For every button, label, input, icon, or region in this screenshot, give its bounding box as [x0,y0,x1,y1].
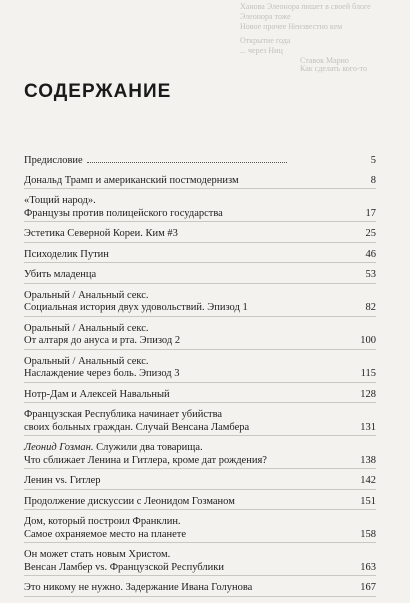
toc-entry[interactable] [24,152,376,169]
bleed-line: Как сделать кого-то [300,64,367,73]
toc-entry-title-line: Нотр-Дам и Алексей Навальный [24,388,170,400]
toc-entry[interactable] [24,323,376,350]
table-of-contents [24,152,376,603]
toc-entry-title-line: Ленин vs. Гитлер [24,475,101,486]
toc-entry-title-line: своих больных граждан. Случай Венсана Ламбера [24,421,250,433]
toc-entry[interactable] [24,195,376,222]
toc-entry-title-line: Французы против полицейского государства [24,207,223,219]
toc-page-number: 8 [370,174,376,186]
toc-page-number: 167 [360,582,376,593]
toc-entry-title-line: От алтаря до ануса и рта. Эпизод 2 [24,335,181,346]
toc-page-number: 151 [360,495,376,507]
dot-leader [87,152,287,163]
bleed-line: Открытие года [240,36,291,45]
toc-entry-title-line: Психоделик Путин [24,248,109,260]
toc-entry[interactable] [24,442,376,469]
toc-page-number: 163 [360,561,376,573]
toc-entry[interactable] [24,496,376,511]
toc-entry[interactable] [24,582,376,597]
toc-entry[interactable] [24,356,376,383]
toc-entry-title-line: Эстетика Северной Кореи. Ким #3 [24,228,178,239]
toc-page-number: 115 [360,368,376,379]
toc-page-number: 46 [365,248,376,260]
toc-page-number: 158 [360,528,376,540]
toc-entry-title-line [24,442,376,455]
toc-entry[interactable] [24,175,376,190]
toc-entry-title-line: Он может стать новым Христом. [24,549,171,560]
page-title: СОДЕРЖАНИЕ [24,81,172,102]
toc-page-number: 138 [360,454,376,466]
toc-entry-title-line: Предисловие [24,152,376,168]
toc-page-number: 82 [365,302,376,313]
toc-entry-title-line: «Тощий народ». [24,195,96,206]
toc-entry-title-line: Самое охраняемое место на планете [24,528,187,540]
toc-page-number: 5 [370,155,376,166]
bleed-line: Новое прочее Неизвестно кем [240,22,343,31]
toc-entry-title-line: Французская Республика начинает убийства [24,409,223,420]
toc-entry-title-text: Служили два товарища. [96,442,203,453]
toc-entry[interactable] [24,228,376,243]
toc-entry-title-line: Наслаждение через боль. Эпизод 3 [24,368,180,379]
toc-entry-title-line: Это никому не нужно. Задержание Ивана Голунова [24,582,253,593]
toc-entry-author: Леонид Гозман. [24,442,94,453]
toc-entry[interactable] [24,290,376,317]
toc-entry[interactable] [24,409,376,436]
toc-page-number: 25 [365,228,376,239]
toc-entry-title-line: Оральный / Анальный секс. [24,355,149,367]
toc-entry-title-line: Венсан Ламбер vs. Французской Республики [24,561,224,573]
toc-entry-title-line: Что сближает Ленина и Гитлера, кроме дат рождения? [24,454,267,466]
toc-entry-title-line: Дональд Трамп и американский постмодернизм [24,174,239,186]
toc-entry[interactable] [24,249,376,264]
bleed-line: Элеонора тоже [240,12,291,21]
toc-entry-title-line: Дом, который построил Франклин. [24,516,181,527]
toc-page-number: 131 [360,421,376,433]
toc-entry[interactable] [24,389,376,404]
bleed-line: ... через Ниц [240,46,283,55]
toc-entry[interactable] [24,516,376,543]
toc-entry[interactable] [24,549,376,576]
toc-entry[interactable] [24,269,376,284]
bleed-line: Ставок Марио [300,56,349,65]
toc-entry-title-line: Оральный / Анальный секс. [24,322,149,334]
toc-entry-title-line: Убить младенца [24,269,97,280]
toc-entry-title-line: Оральный / Анальный секс. [24,289,149,301]
toc-page-number: 100 [360,335,376,346]
toc-page-number: 142 [360,475,376,486]
toc-page-number: 53 [365,269,376,280]
bleed-through-text [0,0,410,75]
toc-entry-title-line: Продолжение дискуссии с Леонидом Гозманом [24,495,235,507]
toc-page-number: 128 [360,388,376,400]
bleed-line: Ханова Элеонора пишет в своей блоге [240,2,371,11]
toc-entry-title-line: Социальная история двух удовольствий. Эпизод 1 [24,302,248,313]
toc-page-number: 17 [365,207,376,219]
toc-entry[interactable] [24,475,376,490]
